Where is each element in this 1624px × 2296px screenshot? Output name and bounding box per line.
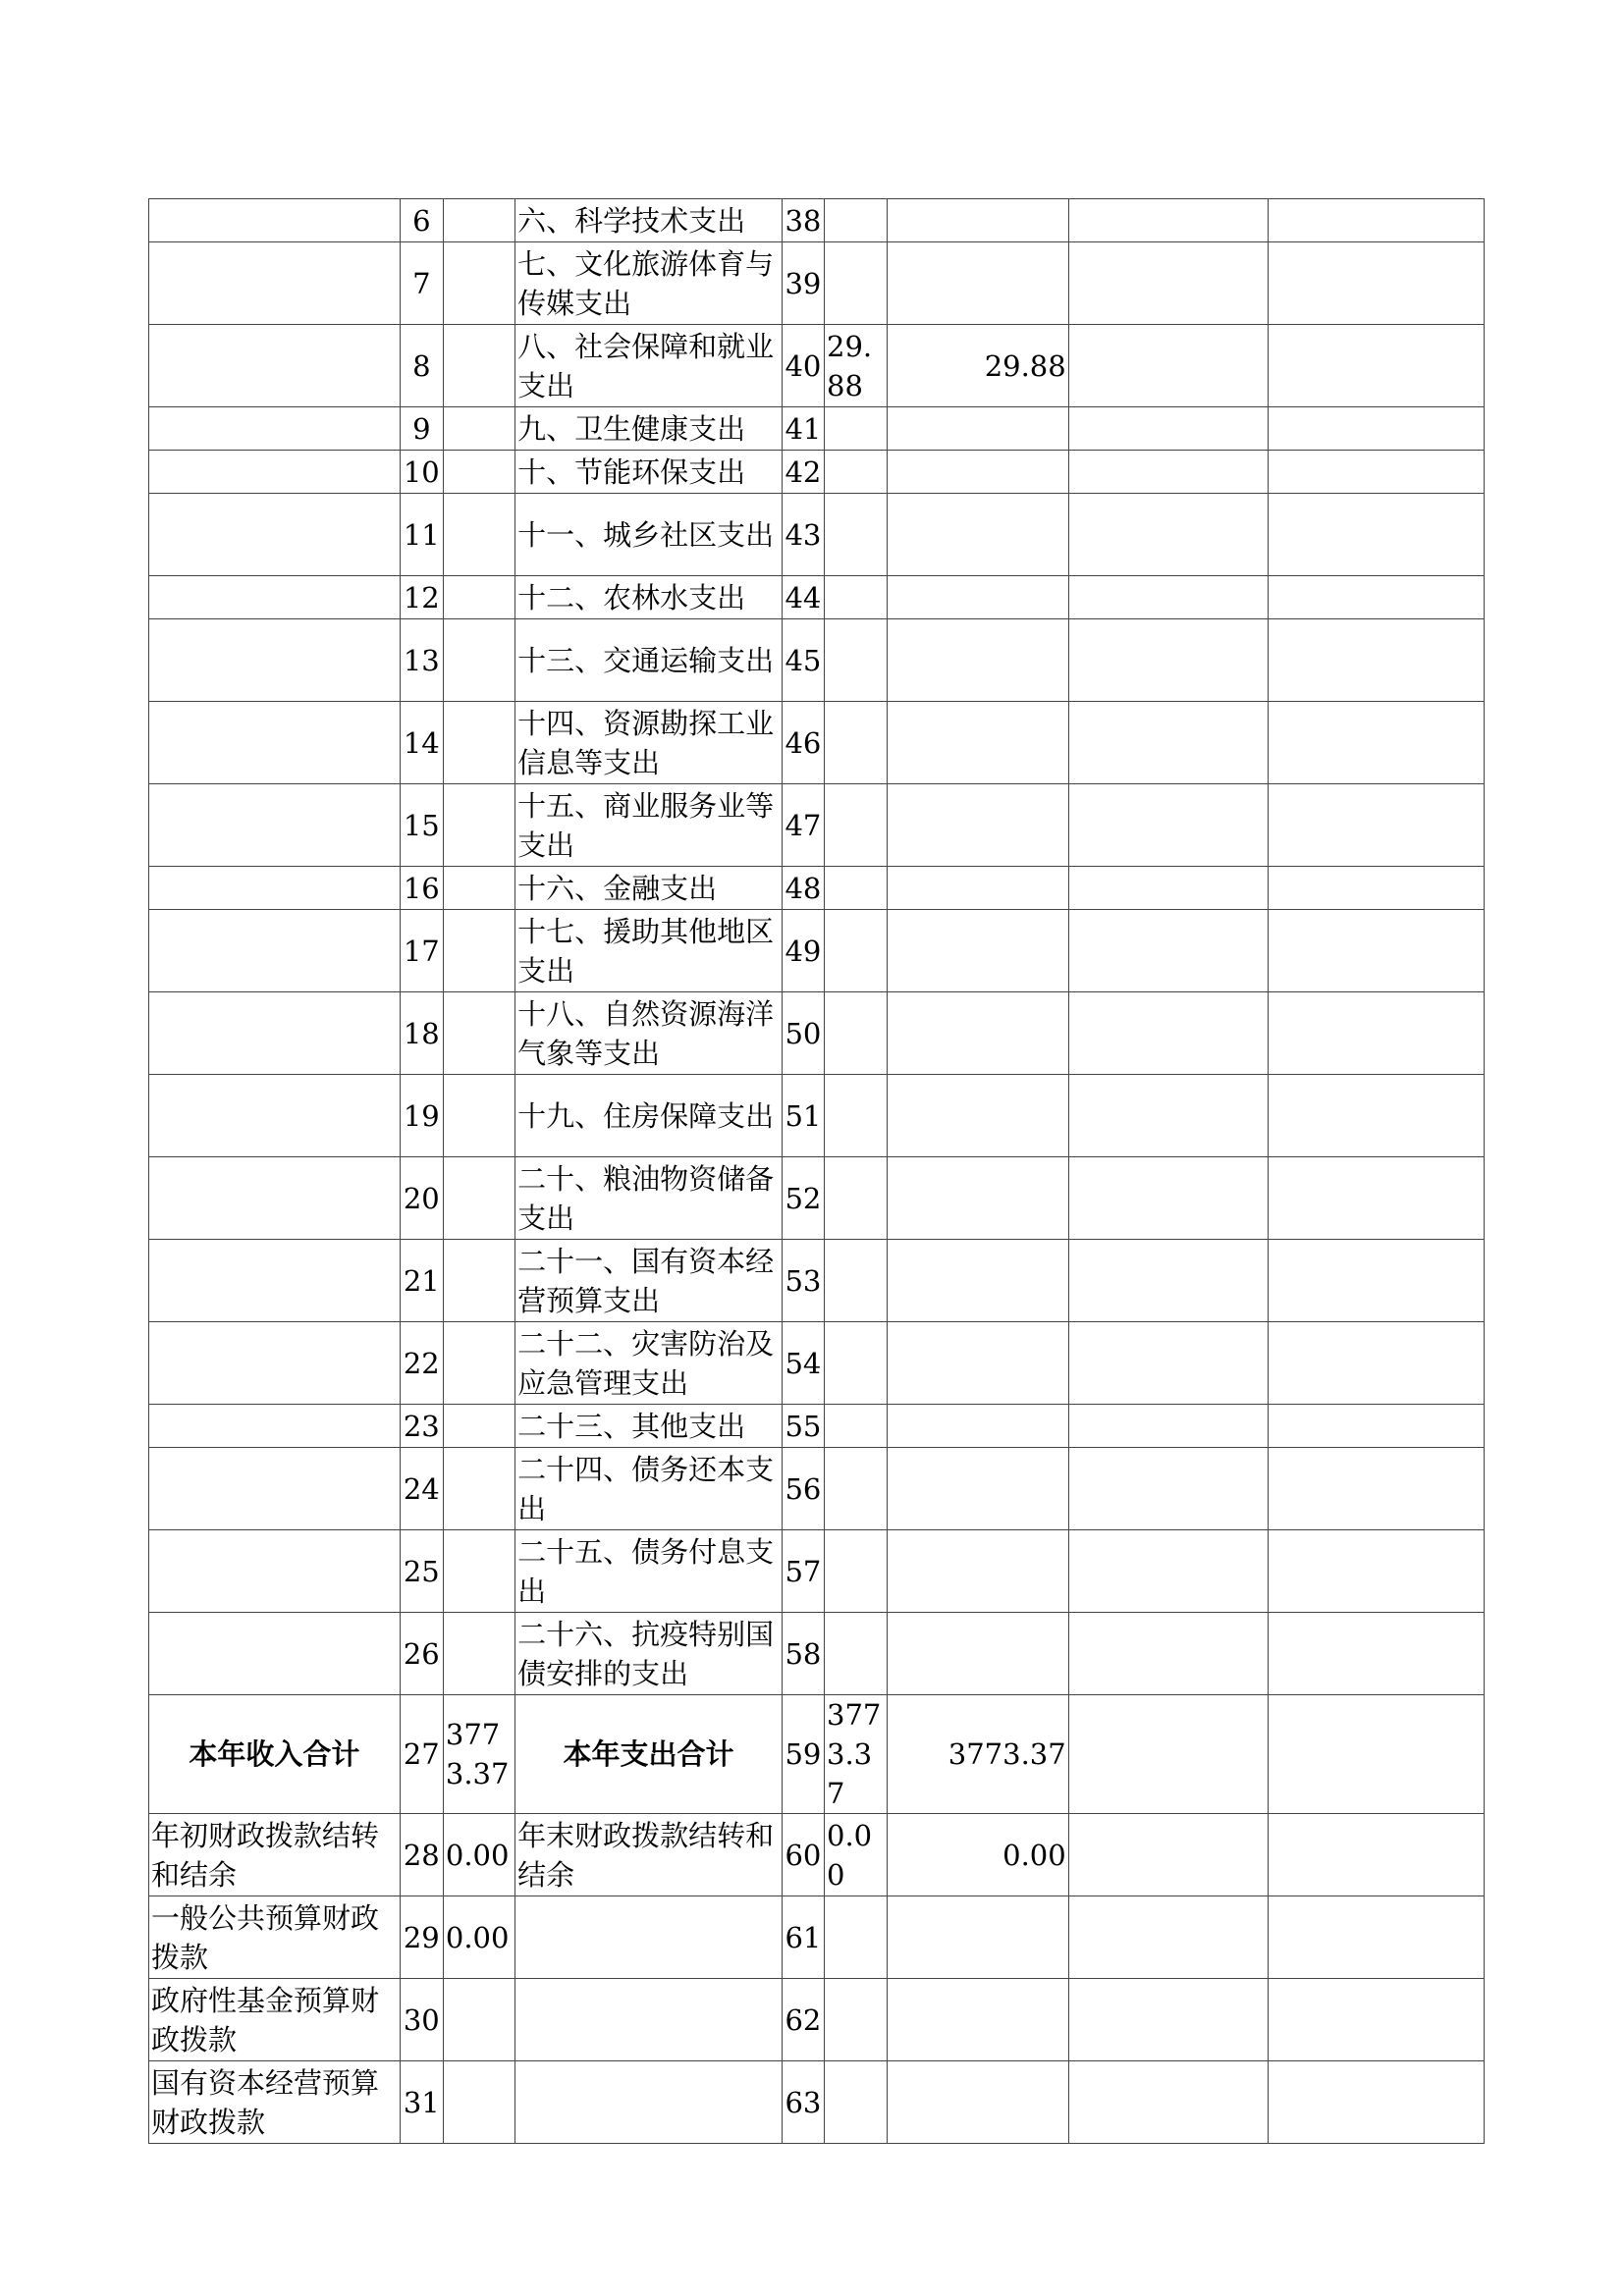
expense-general-budget <box>888 1448 1069 1530</box>
income-amount: 0.00 <box>443 1814 514 1896</box>
income-line-number: 28 <box>400 1814 443 1896</box>
income-item-label: 本年收入合计 <box>149 1695 401 1814</box>
income-line-number: 13 <box>400 619 443 702</box>
expense-general-budget <box>888 619 1069 702</box>
income-line-number: 12 <box>400 576 443 619</box>
expense-government-fund <box>1068 451 1269 494</box>
expense-general-budget <box>888 1075 1069 1157</box>
table-row <box>149 1405 1485 1448</box>
expense-item-label: 二十二、灾害防治及应急管理支出 <box>515 1322 783 1405</box>
expense-general-budget <box>888 451 1069 494</box>
expense-line-number: 40 <box>782 325 824 407</box>
expense-government-fund <box>1068 702 1269 784</box>
income-amount <box>443 2061 514 2144</box>
income-amount <box>443 1530 514 1613</box>
expense-government-fund <box>1068 2061 1269 2144</box>
income-amount <box>443 1405 514 1448</box>
expense-government-fund <box>1068 1405 1269 1448</box>
expense-item-label: 二十、粮油物资储备支出 <box>515 1157 783 1240</box>
expense-general-budget <box>888 784 1069 867</box>
table-row <box>149 1448 1485 1530</box>
income-item-label: 年初财政拨款结转和结余 <box>149 1814 401 1896</box>
expense-general-budget <box>888 702 1069 784</box>
expense-state-capital <box>1269 1979 1485 2061</box>
income-amount <box>443 784 514 867</box>
income-item-label: 国有资本经营预算财政拨款 <box>149 2061 401 2144</box>
expense-government-fund <box>1068 1530 1269 1613</box>
expense-general-budget <box>888 1613 1069 1695</box>
expense-item-label: 九、卫生健康支出 <box>515 407 783 451</box>
expense-general-budget <box>888 199 1069 242</box>
table-row <box>149 576 1485 619</box>
expense-item-label <box>515 1979 783 2061</box>
expense-total <box>825 992 888 1075</box>
expense-item-label: 十四、资源勘探工业信息等支出 <box>515 702 783 784</box>
income-amount <box>443 1322 514 1405</box>
expense-government-fund <box>1068 1695 1269 1814</box>
expense-total <box>825 1896 888 1979</box>
income-item-label <box>149 1405 401 1448</box>
income-item-label <box>149 1075 401 1157</box>
income-item-label <box>149 1157 401 1240</box>
expense-item-label: 二十五、债务付息支出 <box>515 1530 783 1613</box>
expense-government-fund <box>1068 242 1269 325</box>
expense-state-capital <box>1269 325 1485 407</box>
income-amount <box>443 1157 514 1240</box>
expense-government-fund <box>1068 1448 1269 1530</box>
expense-government-fund <box>1068 1896 1269 1979</box>
expense-government-fund <box>1068 619 1269 702</box>
expense-general-budget <box>888 867 1069 910</box>
income-amount <box>443 1448 514 1530</box>
expense-line-number: 53 <box>782 1240 824 1322</box>
income-item-label <box>149 242 401 325</box>
income-amount <box>443 1075 514 1157</box>
expense-line-number: 39 <box>782 242 824 325</box>
income-line-number: 30 <box>400 1979 443 2061</box>
expense-government-fund <box>1068 1814 1269 1896</box>
expense-line-number: 49 <box>782 910 824 992</box>
expense-item-label: 六、科学技术支出 <box>515 199 783 242</box>
expense-line-number: 54 <box>782 1322 824 1405</box>
expense-line-number: 44 <box>782 576 824 619</box>
expense-item-label: 八、社会保障和就业支出 <box>515 325 783 407</box>
expense-government-fund <box>1068 1979 1269 2061</box>
expense-general-budget <box>888 576 1069 619</box>
expense-line-number: 56 <box>782 1448 824 1530</box>
table-row <box>149 1896 1485 1979</box>
table-row <box>149 1613 1485 1695</box>
expense-general-budget <box>888 992 1069 1075</box>
income-item-label <box>149 576 401 619</box>
expense-government-fund <box>1068 784 1269 867</box>
expense-line-number: 55 <box>782 1405 824 1448</box>
income-line-number: 8 <box>400 325 443 407</box>
expense-state-capital <box>1269 1896 1485 1979</box>
expense-total <box>825 1613 888 1695</box>
expense-line-number: 46 <box>782 702 824 784</box>
expense-item-label: 年末财政拨款结转和结余 <box>515 1814 783 1896</box>
expense-line-number: 60 <box>782 1814 824 1896</box>
expense-line-number: 43 <box>782 494 824 576</box>
expense-item-label: 二十六、抗疫特别国债安排的支出 <box>515 1613 783 1695</box>
expense-item-label <box>515 2061 783 2144</box>
expense-line-number: 59 <box>782 1695 824 1814</box>
expense-general-budget <box>888 242 1069 325</box>
income-amount <box>443 910 514 992</box>
income-amount <box>443 1979 514 2061</box>
finance-table <box>148 198 1485 2144</box>
table-row <box>149 702 1485 784</box>
expense-line-number: 52 <box>782 1157 824 1240</box>
expense-general-budget <box>888 407 1069 451</box>
expense-line-number: 38 <box>782 199 824 242</box>
income-line-number: 22 <box>400 1322 443 1405</box>
expense-item-label: 十一、城乡社区支出 <box>515 494 783 576</box>
expense-state-capital <box>1269 1448 1485 1530</box>
income-amount <box>443 325 514 407</box>
expense-state-capital <box>1269 992 1485 1075</box>
expense-line-number: 58 <box>782 1613 824 1695</box>
income-line-number: 6 <box>400 199 443 242</box>
expense-government-fund <box>1068 867 1269 910</box>
table-row <box>149 2061 1485 2144</box>
income-item-label <box>149 1240 401 1322</box>
table-row <box>149 199 1485 242</box>
income-item-label <box>149 619 401 702</box>
expense-state-capital <box>1269 1240 1485 1322</box>
table-row <box>149 1530 1485 1613</box>
expense-line-number: 61 <box>782 1896 824 1979</box>
expense-government-fund <box>1068 407 1269 451</box>
income-amount <box>443 1240 514 1322</box>
income-item-label <box>149 867 401 910</box>
expense-general-budget <box>888 1240 1069 1322</box>
table-row <box>149 910 1485 992</box>
income-item-label <box>149 325 401 407</box>
expense-state-capital <box>1269 242 1485 325</box>
expense-total <box>825 1979 888 2061</box>
expense-government-fund <box>1068 910 1269 992</box>
table-row <box>149 784 1485 867</box>
income-line-number: 11 <box>400 494 443 576</box>
expense-state-capital <box>1269 576 1485 619</box>
income-line-number: 14 <box>400 702 443 784</box>
expense-general-budget <box>888 1530 1069 1613</box>
income-item-label: 一般公共预算财政拨款 <box>149 1896 401 1979</box>
table-row <box>149 1322 1485 1405</box>
income-amount: 0.00 <box>443 1896 514 1979</box>
income-line-number: 25 <box>400 1530 443 1613</box>
expense-state-capital <box>1269 2061 1485 2144</box>
expense-government-fund <box>1068 1075 1269 1157</box>
table-row <box>149 1240 1485 1322</box>
expense-item-label: 二十一、国有资本经营预算支出 <box>515 1240 783 1322</box>
expense-state-capital <box>1269 910 1485 992</box>
expense-government-fund <box>1068 1613 1269 1695</box>
expense-government-fund <box>1068 1322 1269 1405</box>
expense-total <box>825 1075 888 1157</box>
income-amount <box>443 451 514 494</box>
expense-state-capital <box>1269 199 1485 242</box>
expense-general-budget <box>888 2061 1069 2144</box>
expense-state-capital <box>1269 1613 1485 1695</box>
income-item-label <box>149 451 401 494</box>
expense-general-budget <box>888 1405 1069 1448</box>
expense-line-number: 57 <box>782 1530 824 1613</box>
income-amount <box>443 619 514 702</box>
expense-state-capital <box>1269 784 1485 867</box>
table-row <box>149 494 1485 576</box>
expense-general-budget: 29.88 <box>888 325 1069 407</box>
expense-general-budget <box>888 1157 1069 1240</box>
expense-item-label: 二十三、其他支出 <box>515 1405 783 1448</box>
expense-item-label: 十三、交通运输支出 <box>515 619 783 702</box>
income-line-number: 16 <box>400 867 443 910</box>
expense-total <box>825 242 888 325</box>
expense-item-label <box>515 1896 783 1979</box>
expense-government-fund <box>1068 494 1269 576</box>
expense-total <box>825 1530 888 1613</box>
expense-line-number: 41 <box>782 407 824 451</box>
income-line-number: 7 <box>400 242 443 325</box>
expense-total <box>825 784 888 867</box>
expense-state-capital <box>1269 1530 1485 1613</box>
table-row <box>149 1814 1485 1896</box>
expense-total <box>825 619 888 702</box>
income-line-number: 18 <box>400 992 443 1075</box>
table-row <box>149 1075 1485 1157</box>
table-row <box>149 619 1485 702</box>
income-amount <box>443 702 514 784</box>
income-line-number: 20 <box>400 1157 443 1240</box>
expense-state-capital <box>1269 1075 1485 1157</box>
income-line-number: 29 <box>400 1896 443 1979</box>
expense-state-capital <box>1269 1157 1485 1240</box>
expense-item-label: 本年支出合计 <box>515 1695 783 1814</box>
income-item-label <box>149 910 401 992</box>
income-amount: 3773.37 <box>443 1695 514 1814</box>
table-row <box>149 242 1485 325</box>
expense-total <box>825 199 888 242</box>
expense-item-label: 七、文化旅游体育与传媒支出 <box>515 242 783 325</box>
income-item-label <box>149 1530 401 1613</box>
expense-general-budget <box>888 910 1069 992</box>
expense-state-capital <box>1269 1695 1485 1814</box>
expense-line-number: 47 <box>782 784 824 867</box>
expense-total <box>825 1157 888 1240</box>
expense-total <box>825 494 888 576</box>
expense-total: 3773.37 <box>825 1695 888 1814</box>
income-line-number: 31 <box>400 2061 443 2144</box>
income-line-number: 17 <box>400 910 443 992</box>
expense-state-capital <box>1269 702 1485 784</box>
expense-total <box>825 910 888 992</box>
expense-total <box>825 1240 888 1322</box>
expense-general-budget <box>888 1896 1069 1979</box>
income-item-label <box>149 199 401 242</box>
income-item-label <box>149 407 401 451</box>
expense-item-label: 十九、住房保障支出 <box>515 1075 783 1157</box>
table-row <box>149 407 1485 451</box>
expense-item-label: 十、节能环保支出 <box>515 451 783 494</box>
expense-state-capital <box>1269 1814 1485 1896</box>
expense-item-label: 十五、商业服务业等支出 <box>515 784 783 867</box>
expense-item-label: 十二、农林水支出 <box>515 576 783 619</box>
expense-state-capital <box>1269 451 1485 494</box>
income-line-number: 10 <box>400 451 443 494</box>
expense-line-number: 51 <box>782 1075 824 1157</box>
income-amount <box>443 407 514 451</box>
expense-total <box>825 702 888 784</box>
expense-state-capital <box>1269 407 1485 451</box>
expense-item-label: 十八、自然资源海洋气象等支出 <box>515 992 783 1075</box>
expense-total: 29.88 <box>825 325 888 407</box>
expense-item-label: 十六、金融支出 <box>515 867 783 910</box>
expense-government-fund <box>1068 992 1269 1075</box>
income-item-label <box>149 1322 401 1405</box>
expense-total <box>825 451 888 494</box>
expense-total <box>825 867 888 910</box>
expense-general-budget: 3773.37 <box>888 1695 1069 1814</box>
income-amount <box>443 867 514 910</box>
income-item-label <box>149 494 401 576</box>
table-row <box>149 1695 1485 1814</box>
expense-general-budget <box>888 1979 1069 2061</box>
income-line-number: 19 <box>400 1075 443 1157</box>
income-line-number: 23 <box>400 1405 443 1448</box>
expense-government-fund <box>1068 199 1269 242</box>
table-body <box>149 199 1485 2144</box>
expense-government-fund <box>1068 576 1269 619</box>
expense-general-budget <box>888 494 1069 576</box>
expense-state-capital <box>1269 494 1485 576</box>
expense-total <box>825 1405 888 1448</box>
expense-total <box>825 576 888 619</box>
expense-state-capital <box>1269 867 1485 910</box>
table-row <box>149 325 1485 407</box>
income-amount <box>443 242 514 325</box>
expense-line-number: 50 <box>782 992 824 1075</box>
expense-general-budget: 0.00 <box>888 1814 1069 1896</box>
income-line-number: 26 <box>400 1613 443 1695</box>
income-line-number: 21 <box>400 1240 443 1322</box>
income-item-label <box>149 1448 401 1530</box>
expense-total <box>825 2061 888 2144</box>
expense-general-budget <box>888 1322 1069 1405</box>
income-amount <box>443 1613 514 1695</box>
expense-state-capital <box>1269 1322 1485 1405</box>
table-row <box>149 1979 1485 2061</box>
income-line-number: 24 <box>400 1448 443 1530</box>
income-item-label <box>149 992 401 1075</box>
expense-total <box>825 1322 888 1405</box>
expense-line-number: 62 <box>782 1979 824 2061</box>
table-row <box>149 451 1485 494</box>
table-row <box>149 1157 1485 1240</box>
income-item-label <box>149 784 401 867</box>
expense-item-label: 二十四、债务还本支出 <box>515 1448 783 1530</box>
income-amount <box>443 199 514 242</box>
expense-line-number: 42 <box>782 451 824 494</box>
income-line-number: 27 <box>400 1695 443 1814</box>
expense-total <box>825 1448 888 1530</box>
expense-total: 0.00 <box>825 1814 888 1896</box>
income-item-label: 政府性基金预算财政拨款 <box>149 1979 401 2061</box>
expense-government-fund <box>1068 1240 1269 1322</box>
income-line-number: 15 <box>400 784 443 867</box>
income-item-label <box>149 1613 401 1695</box>
expense-total <box>825 407 888 451</box>
income-line-number: 9 <box>400 407 443 451</box>
income-item-label <box>149 702 401 784</box>
expense-line-number: 48 <box>782 867 824 910</box>
expense-state-capital <box>1269 1405 1485 1448</box>
income-amount <box>443 576 514 619</box>
expense-item-label: 十七、援助其他地区支出 <box>515 910 783 992</box>
table-row <box>149 992 1485 1075</box>
income-amount <box>443 494 514 576</box>
expense-government-fund <box>1068 1157 1269 1240</box>
expense-state-capital <box>1269 619 1485 702</box>
expense-line-number: 63 <box>782 2061 824 2144</box>
expense-line-number: 45 <box>782 619 824 702</box>
table-row <box>149 867 1485 910</box>
income-amount <box>443 992 514 1075</box>
expense-government-fund <box>1068 325 1269 407</box>
